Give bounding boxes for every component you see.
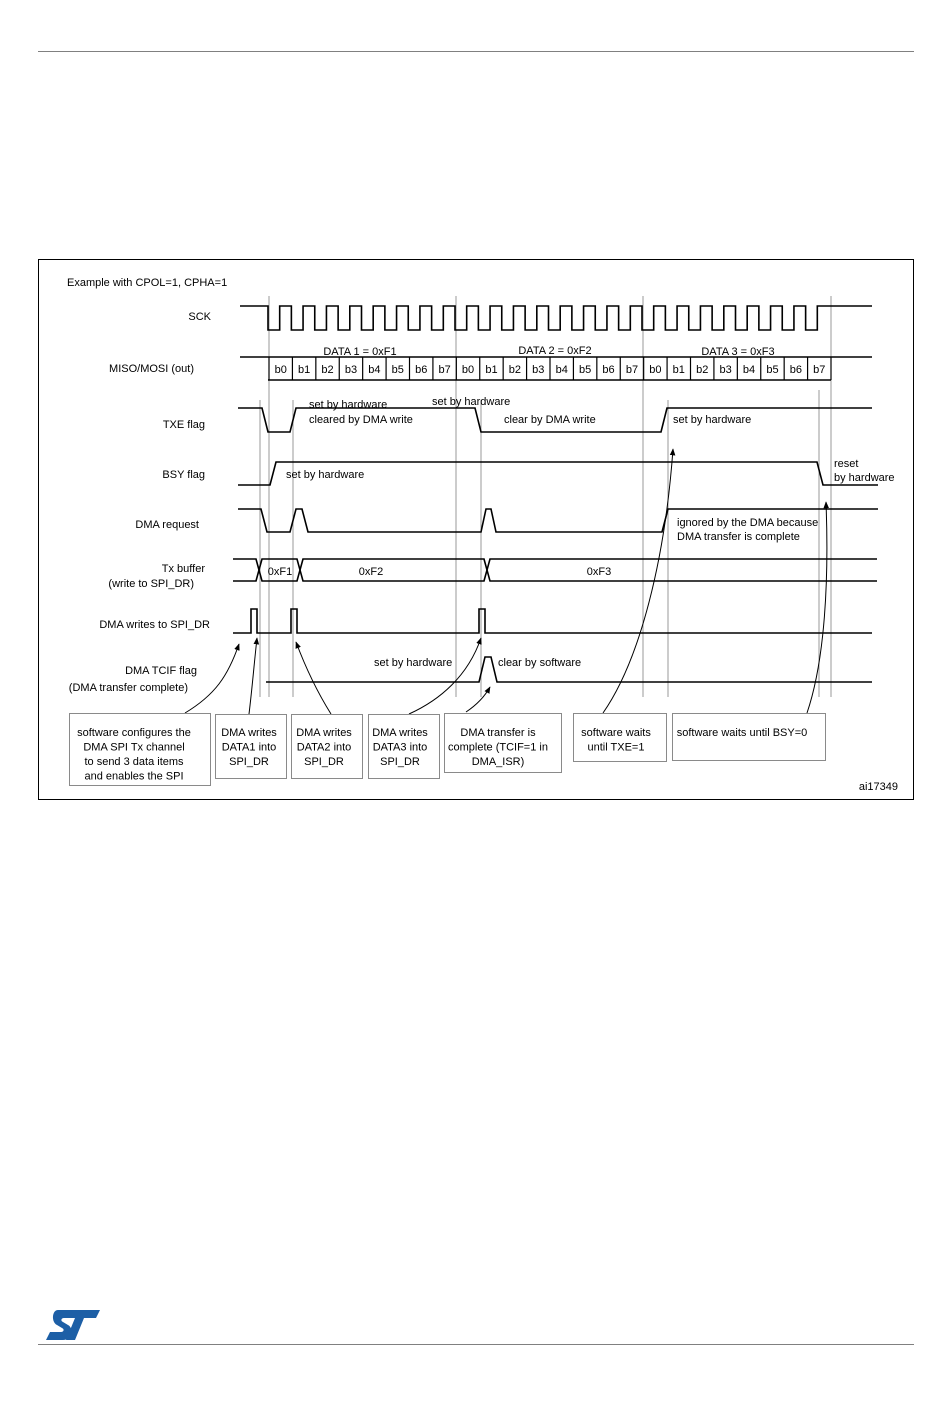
bit-label: b1 bbox=[298, 364, 311, 376]
note-tcif-clear: clear by software bbox=[498, 657, 582, 669]
bit-label: b3 bbox=[344, 364, 358, 376]
annotation-box-text: DMA writes bbox=[221, 727, 277, 739]
bit-label: b4 bbox=[742, 364, 756, 376]
bit-label: b4 bbox=[368, 364, 381, 376]
annotation-box-text: DATA3 into bbox=[372, 741, 428, 754]
signal-label-miso: MISO/MOSI (out) bbox=[109, 363, 194, 375]
data-label-1: DATA 1 = 0xF1 bbox=[323, 346, 397, 358]
bit-label: b5 bbox=[579, 364, 592, 376]
bit-label: b7 bbox=[625, 364, 639, 376]
signal-label-bsy: BSY flag bbox=[162, 469, 205, 481]
bit-label: b4 bbox=[555, 364, 568, 376]
annotation-arrow bbox=[296, 642, 331, 714]
figure-id: ai17349 bbox=[858, 781, 898, 793]
signal-label-sck: SCK bbox=[188, 311, 211, 323]
note-bsy-reset-2: by hardware bbox=[834, 472, 895, 484]
bit-label: b7 bbox=[813, 364, 826, 376]
note-bsy-set: set by hardware bbox=[286, 469, 365, 481]
note-txe-set-3: set by hardware bbox=[673, 414, 752, 426]
note-txe-set-1: set by hardware bbox=[309, 399, 388, 411]
tx-buffer-bus-b bbox=[233, 559, 877, 581]
bit-label: b2 bbox=[696, 364, 709, 376]
annotation-box-text: complete (TCIF=1 in bbox=[448, 741, 548, 754]
st-logo bbox=[44, 1307, 102, 1343]
tx-buffer-value-3: 0xF3 bbox=[586, 566, 612, 578]
annotation-box-text: DMA SPI Tx channel bbox=[83, 741, 185, 754]
note-txe-cleared-1: cleared by DMA write bbox=[309, 414, 413, 426]
bit-cells bbox=[269, 357, 831, 380]
annotation-arrow bbox=[185, 644, 239, 713]
annotation-box-text: DMA transfer is bbox=[460, 727, 536, 739]
annotation-box-text: DMA writes bbox=[296, 727, 352, 739]
signal-label-tcif-sub: (DMA transfer complete) bbox=[68, 682, 188, 694]
annotation-arrow bbox=[466, 687, 490, 712]
bit-label: b6 bbox=[789, 364, 802, 376]
bit-label: b2 bbox=[508, 364, 521, 376]
annotation-box-text: SPI_DR bbox=[304, 756, 344, 768]
annotation-box-text: software configures the bbox=[77, 727, 191, 739]
annotation-box-text: DMA writes bbox=[372, 727, 428, 739]
note-dma-ignored-2: DMA transfer is complete bbox=[677, 531, 800, 543]
bit-label: b5 bbox=[766, 364, 779, 376]
annotation-box-text: software waits until BSY=0 bbox=[676, 727, 808, 739]
note-tcif-set: set by hardware bbox=[374, 657, 453, 669]
signal-label-tcif: DMA TCIF flag bbox=[125, 665, 197, 677]
annotation-box-text: SPI_DR bbox=[380, 756, 420, 768]
signal-label-txe: TXE flag bbox=[162, 419, 205, 431]
dma-writes-waveform bbox=[233, 609, 872, 633]
bit-label: b6 bbox=[415, 364, 428, 376]
annotation-box-text: DMA_ISR) bbox=[471, 756, 525, 768]
annotation-boxes bbox=[70, 714, 826, 786]
bit-label: b3 bbox=[532, 364, 545, 376]
waveforms bbox=[233, 306, 878, 682]
bit-label: b2 bbox=[321, 364, 334, 376]
note-dma-ignored-1: ignored by the DMA because bbox=[677, 517, 819, 529]
tx-buffer-value-2: 0xF2 bbox=[358, 566, 384, 578]
bit-label: b6 bbox=[602, 364, 615, 376]
annotation-arrow bbox=[249, 638, 257, 714]
annotation-box-text: to send 3 data items bbox=[84, 756, 184, 768]
data-label-3: DATA 3 = 0xF3 bbox=[701, 346, 775, 358]
annotation-box-text: DATA2 into bbox=[296, 741, 352, 754]
annotation-box-text: DATA1 into bbox=[221, 741, 277, 754]
sck-waveform bbox=[240, 306, 872, 330]
annotation-arrow bbox=[409, 638, 481, 714]
data-label-2: DATA 2 = 0xF2 bbox=[518, 345, 592, 357]
signal-label-tx-buffer-sub: (write to SPI_DR) bbox=[108, 578, 194, 590]
signal-label-dma-request: DMA request bbox=[135, 519, 199, 531]
note-txe-clear-2: clear by DMA write bbox=[504, 414, 596, 426]
diagram-caption: Example with CPOL=1, CPHA=1 bbox=[67, 277, 228, 289]
bit-label: b0 bbox=[461, 364, 475, 376]
bit-label: b1 bbox=[485, 364, 498, 376]
bit-label: b3 bbox=[719, 364, 732, 376]
bit-label: b1 bbox=[672, 364, 685, 376]
annotation-box-text: software waits bbox=[581, 727, 651, 739]
annotation-box-text: SPI_DR bbox=[229, 756, 269, 768]
annotation-box-text: and enables the SPI bbox=[84, 770, 184, 783]
tx-buffer-bus-a bbox=[233, 559, 877, 581]
bit-label: b0 bbox=[649, 364, 662, 376]
signal-label-dma-writes: DMA writes to SPI_DR bbox=[99, 619, 210, 631]
tx-buffer-value-1: 0xF1 bbox=[267, 566, 293, 578]
bit-label: b5 bbox=[391, 364, 404, 376]
bit-label: b0 bbox=[274, 364, 287, 376]
note-bsy-reset-1: reset bbox=[834, 458, 859, 470]
annotation-box-text: until TXE=1 bbox=[587, 741, 645, 754]
note-txe-set-2: set by hardware bbox=[432, 396, 511, 408]
bit-label: b7 bbox=[438, 364, 451, 376]
signal-label-tx-buffer: Tx buffer bbox=[161, 563, 205, 575]
